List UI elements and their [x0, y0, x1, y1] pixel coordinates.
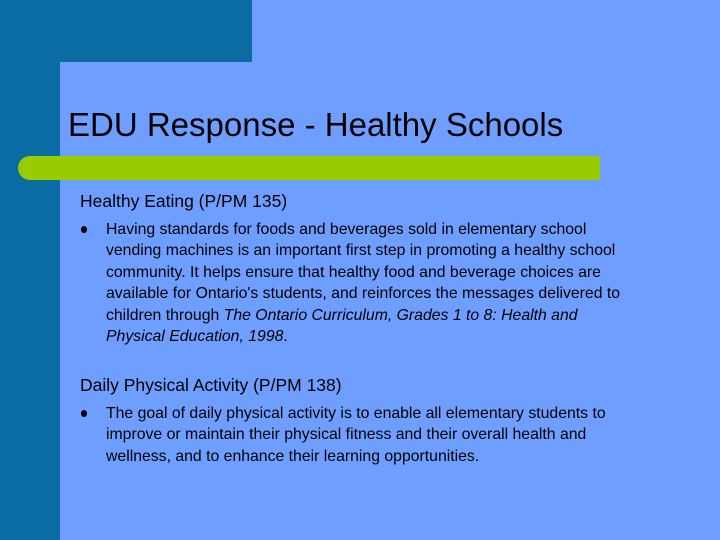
section-heading-healthy-eating: Healthy Eating (P/PM 135) [80, 191, 288, 211]
slide-title: EDU Response - Healthy Schools [68, 106, 564, 143]
page-number: 8 [22, 497, 35, 522]
top-accent-block [0, 0, 252, 62]
paragraph-end: . [283, 328, 288, 346]
paragraph-text: Having standards for foods and beverages sold in elementary school vending machines is an important first step in promoting a healthy school community. It helps ensure that healthy food and beverage choices are available for Ontario's students, and reinforces the messages delivered to children through [106, 221, 621, 324]
bullet-icon [81, 226, 87, 233]
title-underline-bar [18, 156, 600, 180]
corner-curve [60, 62, 108, 110]
daily-physical-activity-paragraph: The goal of daily physical activity is to enable all elementary students to improve or maintain their physical fitness and their overall health and wellness, and to enhance their learning opportunities. [106, 405, 606, 465]
left-accent-strip [0, 0, 60, 540]
bullet-icon [81, 410, 87, 417]
healthy-eating-paragraph [106, 219, 636, 347]
curriculum-title: The Ontario Curriculum, Grades 1 to 8: Health and Physical Education, 1998 [106, 306, 578, 346]
section-heading-daily-physical-activity: Daily Physical Activity (P/PM 138) [80, 375, 342, 395]
